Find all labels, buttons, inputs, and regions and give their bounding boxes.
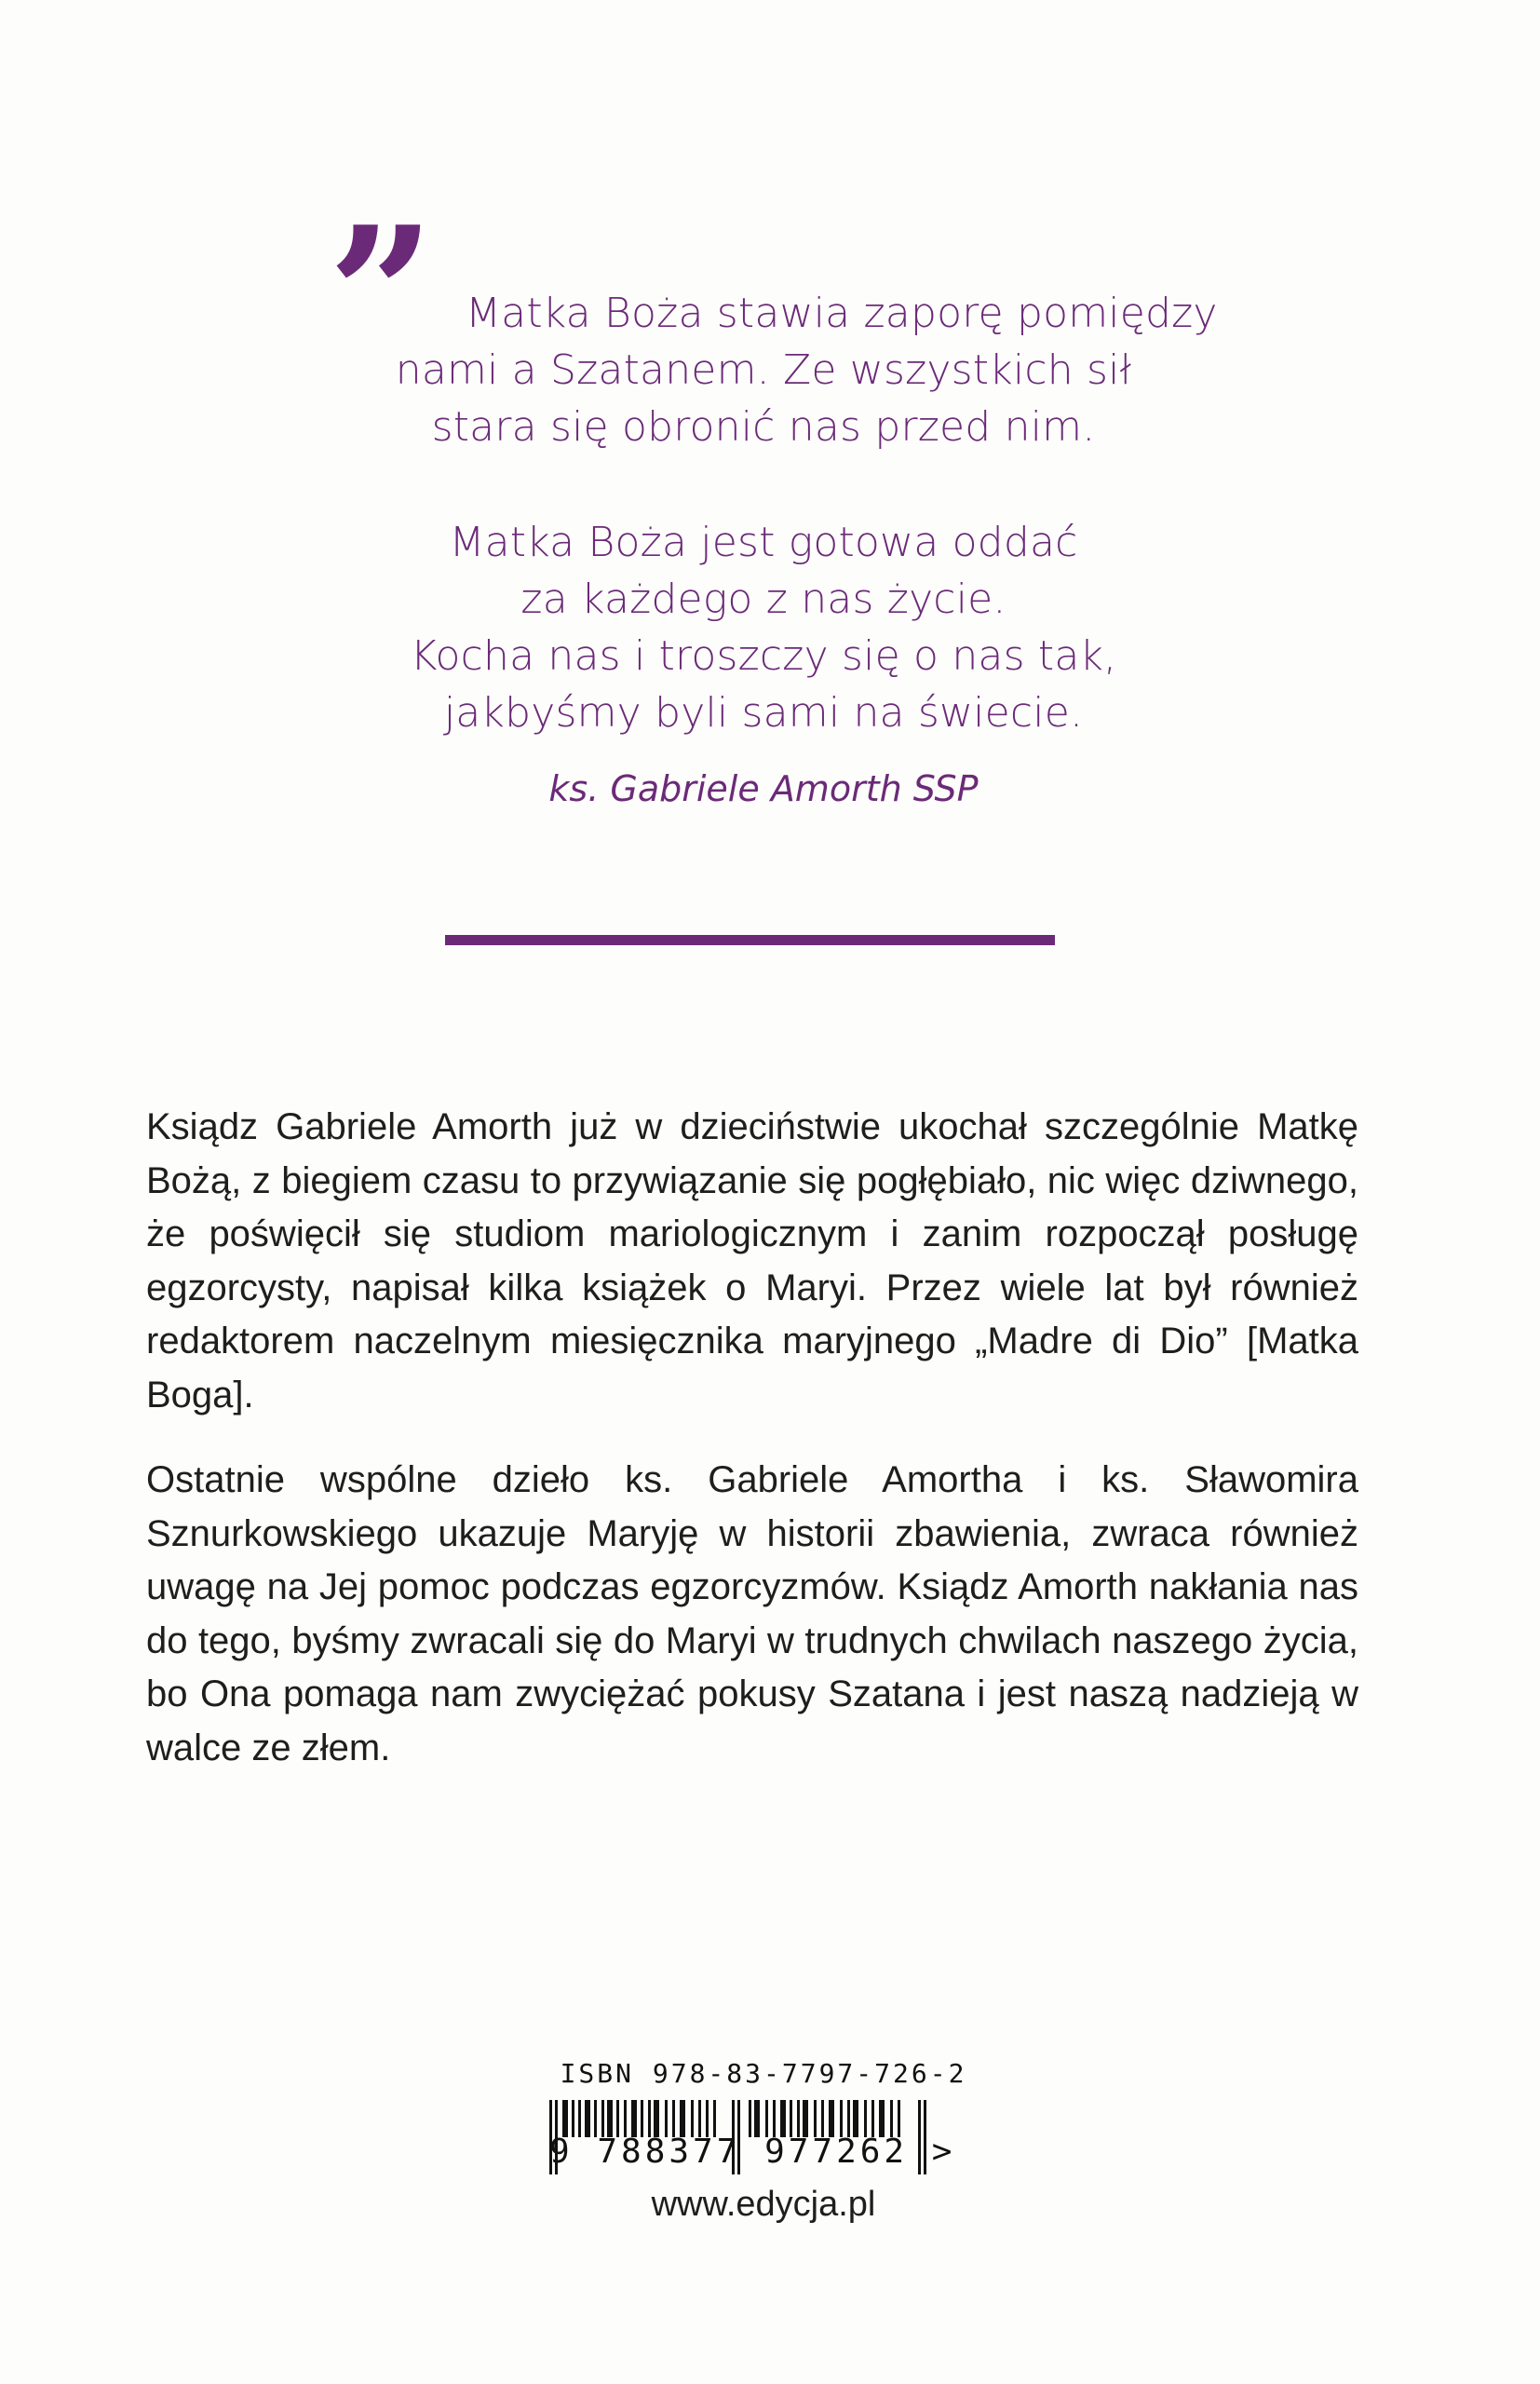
barcode-digits: 9 788377 977262 > [549,2133,956,2171]
quote-line: jakbyśmy byli sami na świecie. [443,689,1084,737]
quote-block [354,285,1218,812]
description-paragraph: Ksiądz Gabriele Amorth już w dzieciństwie ukochał szczególnie Matkę Bożą, z biegiem czasu to przywiązanie się pogłębiało, nic więc dziwnego, że poświęcił się studiom mariologicznym i zanim rozpoczął posługę egzorcysty, napisał kilka książek o Maryi. Przez wiele lat był również redaktorem naczelnym miesięcznika maryjnego „Madre di Dio” [Matka Boga]. [146,1106,1358,1416]
quote-line: Matka Boża jest gotowa oddać [449,519,1078,566]
quote-mark-icon: ” [328,186,436,405]
quote-line: Matka Boża stawia zaporę pomiędzy [466,290,1218,337]
isbn-label: ISBN 978-83-7797-726-2 [560,2058,967,2089]
quote-line: nami a Szatanem. Ze wszystkich sił [395,346,1132,394]
description-paragraph: Ostatnie wspólne dzieło ks. Gabriele Amortha i ks. Sławomira Sznurkowskiego ukazuje Maryję w historii zbawienia, zwraca również uwagę na Jej pomoc podczas egzorcyzmów. Ksiądz Amorth nakłania nas do tego, byśmy zwracali się do Maryi w trudnych chwilach naszego życia, bo Ona pomaga nam zwyciężać pokusy Szatana i jest naszą nadzieją w walce ze złem. [146,1459,1358,1768]
quote-line: Kocha nas i troszczy się o nas tak, [410,632,1117,680]
quote-attribution: ks. Gabriele Amorth SSP [548,768,979,809]
publisher-website: www.edycja.pl [651,2185,876,2224]
quote-line: stara się obronić nas przed nim. [431,403,1096,451]
stanza-spacer [354,455,1173,514]
book-description [146,1101,1358,1775]
section-divider [445,935,1055,945]
quote-line: za każdego z nas życie. [520,576,1006,623]
